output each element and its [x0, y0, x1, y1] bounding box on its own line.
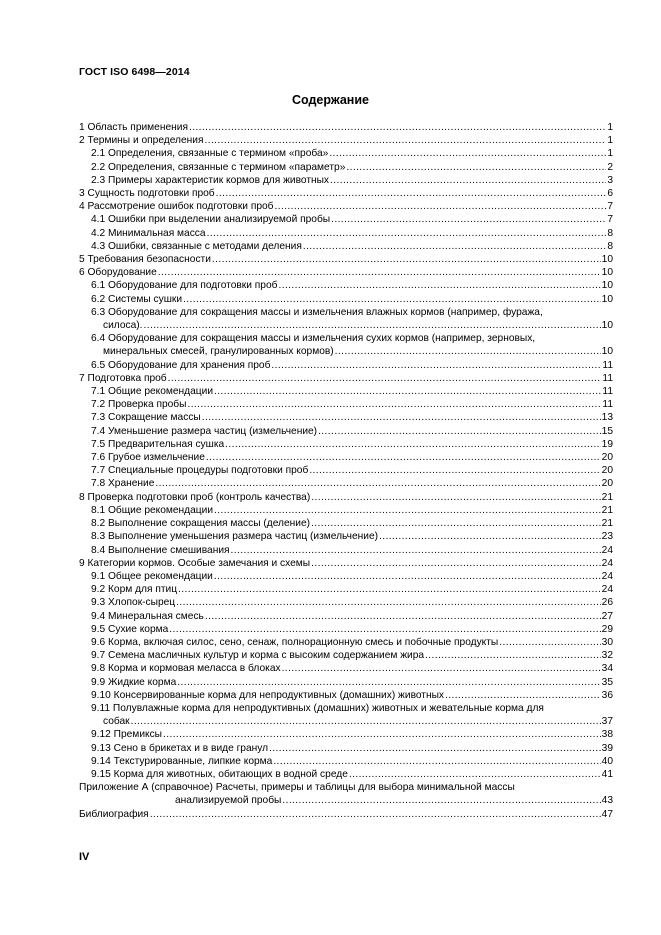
- toc-entry-page: 20: [601, 452, 613, 464]
- toc-entry-page: 11: [602, 386, 613, 398]
- toc-entry-title: 9.7 Семена масличных культур и корма с высоким содержанием жира: [91, 650, 425, 662]
- toc-dot-leader: [150, 808, 601, 821]
- toc-entry[interactable]: [79, 636, 613, 649]
- toc-entry-page: 3: [607, 174, 613, 186]
- toc-entry-page: 39: [601, 742, 613, 754]
- toc-dot-leader: [144, 319, 601, 332]
- toc-entry-title: 6.1 Оборудование для подготовки проб: [91, 280, 278, 292]
- toc-dot-leader: [311, 491, 600, 504]
- toc-entry-page: 47: [601, 808, 613, 820]
- toc-entry-title: 5 Требования безопасности: [79, 254, 211, 266]
- toc-entry-title-line: 9.11 Полувлажные корма для непродуктивных (домашних) животных и жевательные корма для: [91, 702, 544, 714]
- toc-entry[interactable]: [79, 279, 613, 292]
- toc-entry-page: 10: [601, 293, 613, 305]
- toc-entry-page: 6: [607, 188, 613, 200]
- toc-entry-title: 7.6 Грубое измельчение: [91, 452, 205, 464]
- toc-entry[interactable]: [79, 147, 613, 160]
- toc-entry-page: 7: [607, 214, 613, 226]
- toc-entry-title: 9.14 Текстурированные, липкие корма: [91, 755, 273, 767]
- toc-entry-title: 6.5 Оборудование для хранения проб: [91, 359, 271, 371]
- toc-entry-title: 9.1 Общее рекомендации: [91, 570, 213, 582]
- toc-entry[interactable]: [79, 306, 613, 332]
- toc-entry-page: 15: [601, 425, 613, 437]
- toc-dot-leader: [214, 504, 601, 517]
- toc-entry[interactable]: [79, 372, 613, 385]
- toc-dot-leader: [231, 544, 601, 557]
- toc-entry-title: 9.13 Сено в брикетах и в виде гранул: [91, 742, 269, 754]
- toc-entry-title: 3 Сущность подготовки проб: [79, 188, 215, 200]
- toc-entry[interactable]: [79, 174, 613, 187]
- toc-dot-leader: [169, 623, 600, 636]
- toc-entry[interactable]: [79, 728, 613, 741]
- toc-entry-page: 26: [601, 597, 613, 609]
- toc-entry-page: 1: [607, 148, 613, 160]
- toc-dot-leader: [178, 583, 601, 596]
- toc-dot-leader: [278, 279, 600, 292]
- toc-entry-title: 9.15 Корма для животных, обитающих в водной среде: [91, 768, 348, 780]
- toc-entry[interactable]: [79, 504, 613, 517]
- toc-entry-page: 2: [607, 161, 613, 173]
- toc-entry[interactable]: [79, 570, 613, 583]
- toc-entry-title: 4.3 Ошибки, связанные с методами деления: [91, 240, 302, 252]
- toc-entry-page: 21: [601, 504, 613, 516]
- toc-entry-title: 7.7 Специальные процедуры подготовки проб: [91, 465, 309, 477]
- toc-entry[interactable]: [79, 544, 613, 557]
- toc-dot-leader: [275, 200, 607, 213]
- toc-entry-title: 8 Проверка подготовки проб (контроль качества): [79, 491, 311, 503]
- toc-entry-title: силоса).: [103, 320, 143, 332]
- toc-dot-leader: [212, 253, 601, 266]
- toc-entry-page: 7: [607, 201, 613, 213]
- toc-entry-page: 27: [601, 610, 613, 622]
- toc-entry[interactable]: [79, 398, 613, 411]
- toc-entry[interactable]: [79, 134, 613, 147]
- toc-entry-page: 23: [601, 531, 613, 543]
- toc-dot-leader: [204, 134, 606, 147]
- toc-entry[interactable]: [79, 240, 613, 253]
- toc-entry-title: собак: [103, 716, 130, 728]
- toc-entry[interactable]: [79, 781, 613, 807]
- toc-entry-title: 4.1 Ошибки при выделении анализируемой пробы: [91, 214, 331, 226]
- toc-dot-leader: [282, 794, 600, 807]
- toc-entry-page: 19: [601, 438, 613, 450]
- toc-entry-title: Библиография: [79, 808, 149, 820]
- toc-entry-page: 24: [601, 557, 613, 569]
- toc-dot-leader: [189, 121, 606, 134]
- toc-dot-leader: [158, 266, 601, 279]
- toc-entry[interactable]: [79, 768, 613, 781]
- toc-dot-leader: [269, 742, 601, 755]
- toc-dot-leader: [163, 728, 601, 741]
- toc-entry-page: 21: [601, 491, 613, 503]
- toc-entry-page: 10: [601, 346, 613, 358]
- toc-entry-title: 9.9 Жидкие корма: [91, 676, 177, 688]
- page-title: Содержание: [291, 93, 369, 107]
- toc-entry[interactable]: [79, 517, 613, 530]
- toc-entry-title: 4 Рассмотрение ошибок подготовки проб: [79, 201, 274, 213]
- toc-entry-page: 10: [601, 320, 613, 332]
- toc-entry[interactable]: [79, 596, 613, 609]
- toc-entry-title: 9.12 Премиксы: [91, 729, 162, 741]
- toc-dot-leader: [271, 359, 601, 372]
- toc-dot-leader: [335, 345, 601, 358]
- toc-entry-title: 9.5 Сухие корма: [91, 623, 169, 635]
- toc-entry-title: 6.2 Системы сушки: [91, 293, 183, 305]
- toc-dot-leader: [216, 187, 607, 200]
- toc-entry[interactable]: [79, 676, 613, 689]
- toc-entry-page: 32: [601, 650, 613, 662]
- toc-entry[interactable]: [79, 464, 613, 477]
- toc-dot-leader: [499, 636, 600, 649]
- toc-dot-leader: [331, 213, 606, 226]
- toc-entry-page: 1: [607, 122, 613, 133]
- toc-entry-title: 2.2 Определения, связанные с термином «параметр»: [91, 161, 346, 173]
- toc-entry-title: 7.8 Хранение: [91, 478, 155, 490]
- toc-entry-page: 10: [601, 254, 613, 266]
- toc-entry[interactable]: [79, 742, 613, 755]
- toc-entry[interactable]: [79, 583, 613, 596]
- toc-entry[interactable]: [79, 491, 613, 504]
- toc-entry-page: 21: [601, 518, 613, 530]
- toc-entry[interactable]: [79, 332, 613, 358]
- toc-entry-page: 29: [601, 623, 613, 635]
- toc-entry-title: 8.2 Выполнение сокращения массы (деление): [91, 518, 311, 530]
- toc-entry-title: 7 Подготовка проб: [79, 372, 167, 384]
- toc-entry-title-line: Приложение А (справочное) Расчеты, примеры и таблицы для выбора минимальной массы: [79, 782, 515, 794]
- toc-dot-leader: [207, 227, 607, 240]
- toc-dot-leader: [202, 411, 601, 424]
- toc-entry-title: 9 Категории кормов. Особые замечания и схемы: [79, 557, 311, 569]
- toc-entry-page: 11: [602, 399, 613, 411]
- toc-entry[interactable]: [79, 477, 613, 490]
- toc-entry-page: 20: [601, 465, 613, 477]
- toc-dot-leader: [282, 662, 601, 675]
- toc-entry[interactable]: [79, 359, 613, 372]
- toc-dot-leader: [379, 530, 601, 543]
- toc-entry[interactable]: [79, 623, 613, 636]
- toc-entry[interactable]: [79, 702, 613, 728]
- toc-entry-page: 35: [601, 676, 613, 688]
- toc-entry-page: 8: [607, 240, 613, 252]
- toc-dot-leader: [329, 147, 606, 160]
- toc-dot-leader: [309, 464, 600, 477]
- toc-dot-leader: [183, 293, 601, 306]
- toc-entry-page: 30: [601, 636, 613, 648]
- toc-dot-leader: [187, 398, 601, 411]
- toc-entry-title: 8.3 Выполнение уменьшения размера частиц (измельчение): [91, 531, 379, 543]
- toc-entry-page: 38: [601, 729, 613, 741]
- toc-entry[interactable]: [79, 385, 613, 398]
- toc-entry-title: 9.8 Корма и кормовая меласса в блоках: [91, 663, 281, 675]
- toc-entry[interactable]: [79, 451, 613, 464]
- toc-entry-page: 20: [601, 478, 613, 490]
- toc-entry-title: 2.3 Примеры характеристик кормов для животных: [91, 174, 330, 186]
- toc-entry-title-line: 6.3 Оборудование для сокращения массы и измельчения влажных кормов (например, фуража,: [91, 306, 543, 318]
- toc-entry-title: 2.1 Определения, связанные с термином «проба»: [91, 148, 329, 160]
- toc-dot-leader: [311, 517, 601, 530]
- toc-dot-leader: [214, 385, 601, 398]
- toc-entry-page: 43: [601, 795, 613, 807]
- toc-entry-title: 9.6 Корма, включая силос, сено, сенаж, полнорационную смесь и побочные продукты: [91, 636, 499, 648]
- toc-dot-leader: [206, 451, 601, 464]
- toc-entry[interactable]: [79, 808, 613, 821]
- toc-entry[interactable]: [79, 530, 613, 543]
- toc-dot-leader: [131, 715, 601, 728]
- toc-entry-title: 7.2 Проверка пробы: [91, 399, 187, 411]
- toc-entry-page: 10: [601, 280, 613, 292]
- toc-dot-leader: [311, 557, 601, 570]
- toc-entry-title: 7.5 Предварительная сушка: [91, 438, 225, 450]
- toc-entry[interactable]: [79, 438, 613, 451]
- toc-dot-leader: [214, 570, 601, 583]
- toc-dot-leader: [168, 372, 602, 385]
- toc-entry-page: 40: [601, 755, 613, 767]
- toc-entry-page: 13: [601, 412, 613, 424]
- toc-entry-title-line: 6.4 Оборудование для сокращения массы и измельчения сухих кормов (например, зерновых,: [91, 333, 536, 345]
- toc-entry-title: 9.4 Минеральная смесь: [91, 610, 204, 622]
- toc-entry-title: 8.4 Выполнение смешивания: [91, 544, 230, 556]
- toc-entry-page: 10: [601, 267, 613, 279]
- toc-entry-page: 24: [601, 570, 613, 582]
- toc-entry[interactable]: [79, 213, 613, 226]
- toc-dot-leader: [205, 610, 601, 623]
- toc-entry-title: 7.4 Уменьшение размера частиц (измельчение): [91, 425, 318, 437]
- toc-entry[interactable]: [79, 227, 613, 240]
- toc-entry-title: 9.2 Корм для птиц: [91, 584, 178, 596]
- toc-entry-page: 11: [602, 359, 613, 371]
- toc-dot-leader: [177, 676, 600, 689]
- toc-entry[interactable]: [79, 293, 613, 306]
- toc-dot-leader: [445, 689, 601, 702]
- toc-entry-title: 2 Термины и определения: [79, 135, 204, 147]
- toc-entry-title: анализируемой пробы: [175, 795, 282, 807]
- toc-entry-title: 7.3 Сокращение массы: [91, 412, 201, 424]
- toc-entry[interactable]: [79, 253, 613, 266]
- toc-entry-page: 24: [601, 544, 613, 556]
- toc-entry-title: 9.10 Консервированные корма для непродуктивных (домашних) животных: [91, 689, 445, 701]
- toc-dot-leader: [346, 161, 606, 174]
- document-header: ГОСТ ISO 6498—2014: [79, 66, 190, 78]
- toc-entry-page: 8: [607, 227, 613, 239]
- page-number: IV: [79, 851, 90, 863]
- toc-entry-page: 1: [607, 135, 613, 147]
- toc-entry-title: 7.1 Общие рекомендации: [91, 386, 214, 398]
- toc-dot-leader: [176, 596, 601, 609]
- toc-entry-page: 36: [601, 689, 613, 701]
- toc-entry-title: 6 Оборудование: [79, 267, 157, 279]
- toc-entry-page: 11: [602, 372, 613, 384]
- toc-entry[interactable]: [79, 161, 613, 174]
- toc-dot-leader: [155, 477, 600, 490]
- toc-entry-page: 37: [601, 716, 613, 728]
- toc-entry-title: 4.2 Минимальная масса: [91, 227, 206, 239]
- toc-dot-leader: [225, 438, 600, 451]
- toc-entry-title: 1 Область применения: [79, 122, 188, 133]
- toc-entry-title: 9.3 Хлопок-сырец: [91, 597, 176, 609]
- toc-entry[interactable]: [79, 689, 613, 702]
- toc-entry-page: 24: [601, 584, 613, 596]
- toc-dot-leader: [318, 425, 601, 438]
- toc-entry[interactable]: [79, 610, 613, 623]
- toc-entry[interactable]: [79, 266, 613, 279]
- toc-dot-leader: [273, 755, 600, 768]
- toc-entry-page: 41: [601, 768, 613, 780]
- toc-entry[interactable]: [79, 425, 613, 438]
- toc-entry[interactable]: [79, 121, 613, 134]
- toc-entry[interactable]: [79, 187, 613, 200]
- toc-entry-title: минеральных смесей, гранулированных кормов): [103, 346, 334, 358]
- toc-entry[interactable]: [79, 411, 613, 424]
- toc-entry[interactable]: [79, 662, 613, 675]
- toc-entry-page: 34: [601, 663, 613, 675]
- toc-dot-leader: [425, 649, 601, 662]
- toc-dot-leader: [330, 174, 606, 187]
- toc-entry[interactable]: [79, 755, 613, 768]
- toc-entry[interactable]: [79, 649, 613, 662]
- table-of-contents: [79, 121, 613, 821]
- toc-entry[interactable]: [79, 557, 613, 570]
- toc-dot-leader: [349, 768, 601, 781]
- toc-entry[interactable]: [79, 200, 613, 213]
- toc-dot-leader: [303, 240, 606, 253]
- toc-entry-title: 8.1 Общие рекомендации: [91, 504, 214, 516]
